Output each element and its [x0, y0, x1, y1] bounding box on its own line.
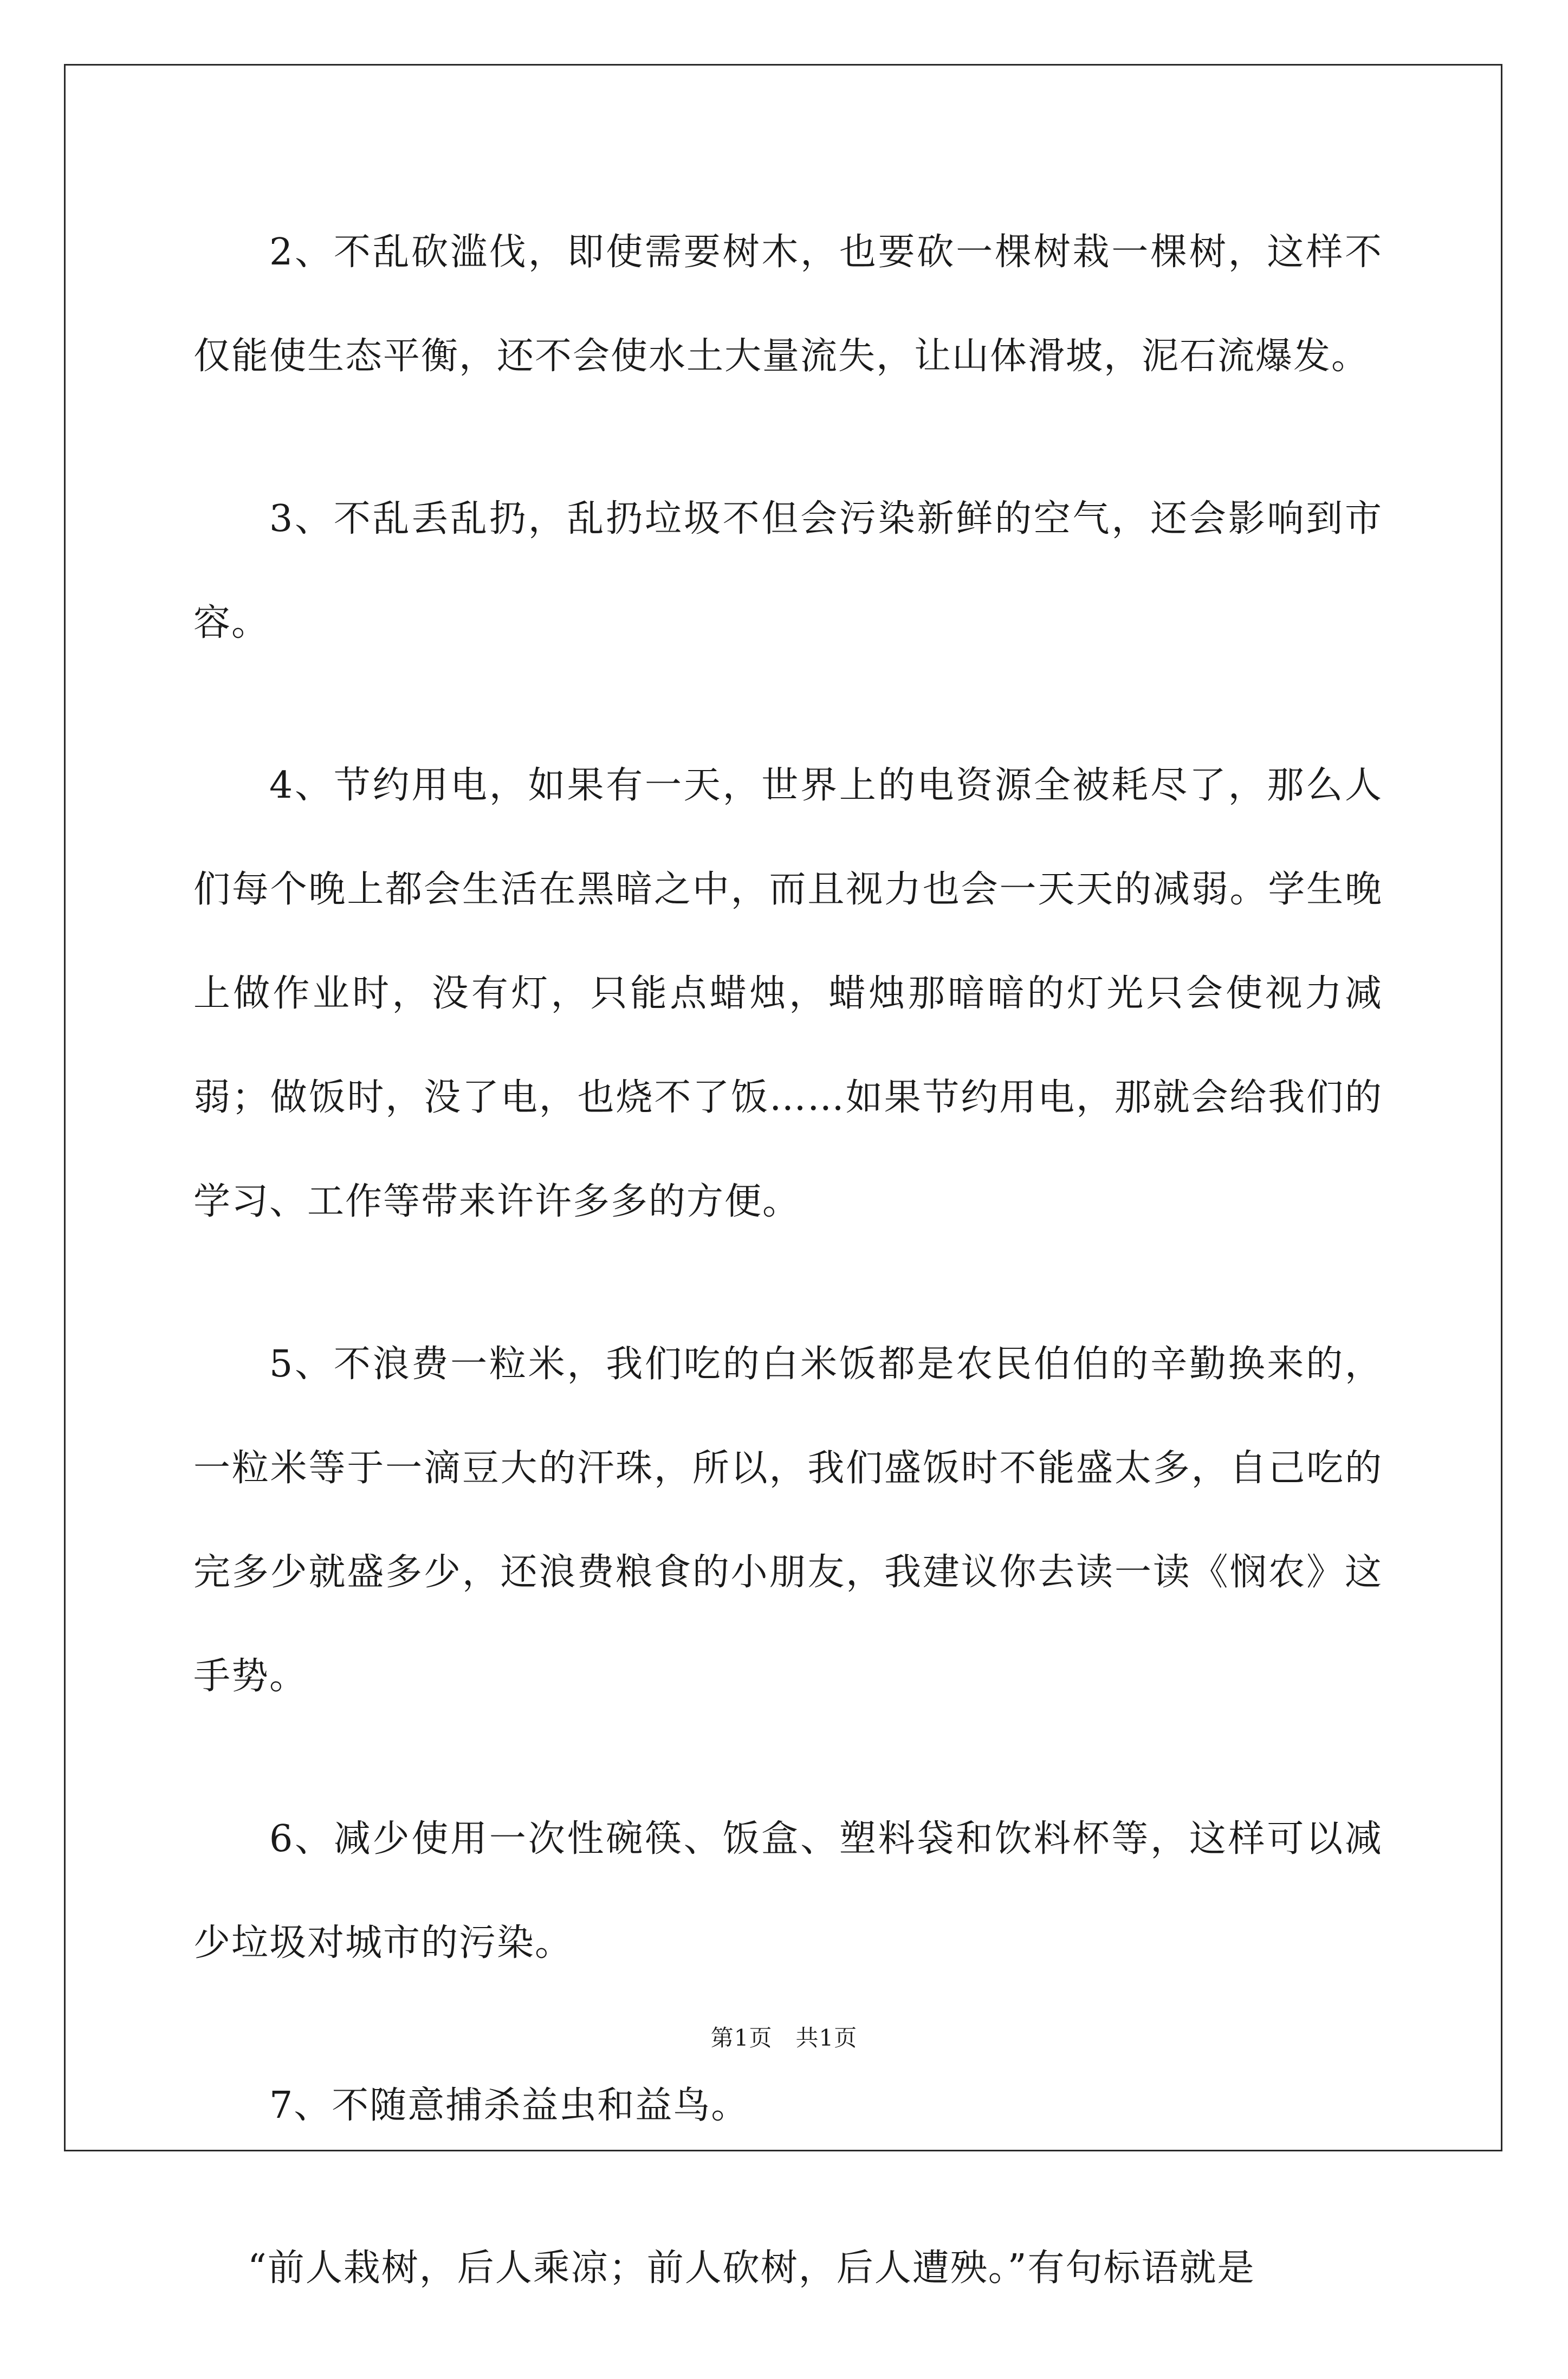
paragraph-6: 6、减少使用一次性碗筷、饭盒、塑料袋和饮料杯等，这样可以减少垃圾对城市的污染。 — [193, 1818, 1383, 1964]
paragraph-quote: “前人栽树，后人乘凉；前人砍树，后人遭殃。”有句标语就是 — [248, 2247, 1255, 2290]
paragraph-2: 2、不乱砍滥伐，即使需要树木，也要砍一棵树栽一棵树，这样不仅能使生态平衡，还不会使水土大量流失，让山体滑坡，泥石流爆发。 — [193, 231, 1383, 378]
paragraph-5: 5、不浪费一粒米，我们吃的白米饭都是农民伯伯的辛勤换来的，一粒米等于一滴豆大的汗珠，所以，我们盛饭时不能盛太多，自己吃的完多少就盛多少，还浪费粮食的小朋友，我建议你去读一读《悯农》这手势。 — [193, 1343, 1383, 1698]
paragraph-7: 7、不随意捕杀益虫和益鸟。 — [269, 2084, 749, 2127]
paragraph-3: 3、不乱丢乱扔，乱扔垃圾不但会污染新鲜的空气，还会影响到市容。 — [193, 497, 1383, 644]
page-total: 共1页 — [795, 2025, 858, 2051]
page-number: 第1页 — [710, 2025, 773, 2051]
paragraph-4: 4、节约用电，如果有一天，世界上的电资源全被耗尽了，那么人们每个晚上都会生活在黑暗之中，而且视力也会一天天的减弱。学生晚上做作业时，没有灯，只能点蜡烛，蜡烛那暗暗的灯光只会使视力减弱；做饭时，没了电，也烧不了饭……如果节约用电，那就会给我们的学习、工作等带来许许多多的方便。 — [193, 764, 1383, 1223]
page-footer — [0, 2020, 1568, 2053]
